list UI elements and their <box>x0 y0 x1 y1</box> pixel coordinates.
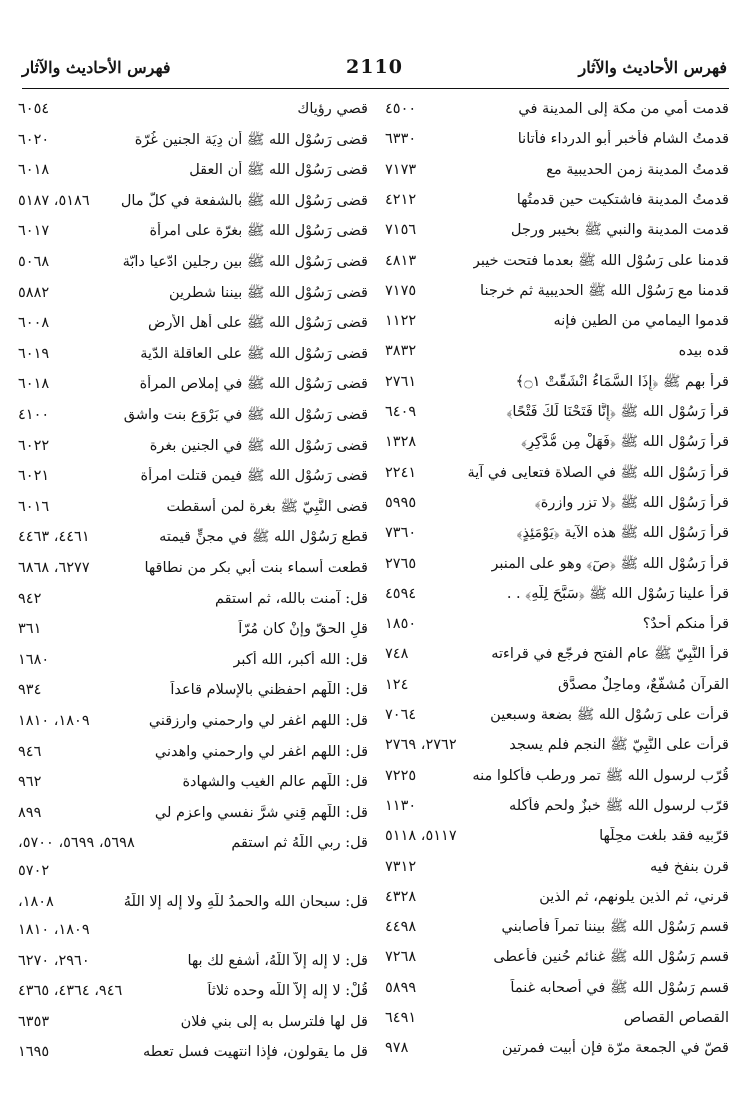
index-entry <box>18 590 368 621</box>
entry-refs: ٦٢٧٧، ٦٨٦٨ <box>18 560 90 576</box>
index-entry <box>18 437 368 468</box>
index-entry <box>385 221 729 251</box>
header-rule <box>22 88 729 89</box>
entry-refs: ٤١٠٠ <box>18 407 50 423</box>
entry-refs: ١٨٠٩، ١٨١٠ <box>18 713 90 729</box>
page-header <box>22 56 727 86</box>
entry-refs: ٩٤٦ <box>18 743 42 760</box>
entry-refs: ٦٣٥٣ <box>18 1013 50 1030</box>
index-entry <box>385 918 729 948</box>
entry-refs: ٦٣٣٠ <box>385 131 417 148</box>
index-entry <box>385 130 729 160</box>
entry-refs: ٩٤٢ <box>18 590 42 607</box>
entry-refs: ٧٤٨ <box>385 646 409 663</box>
index-entry <box>18 681 368 712</box>
entry-refs: ٤٥٠٠ <box>385 101 417 117</box>
entry-refs: ٦٠١٧ <box>18 223 50 240</box>
entry-text: قضى رَسُوْل الله ﷺ أن دِيَة الجنين غُرّة <box>134 131 368 148</box>
entry-refs: ٧١٧٣ <box>385 161 417 178</box>
entry-refs: ٤٤٦١، ٤٤٦٣ <box>18 529 90 546</box>
entry-text: قرّب لرسول الله ﷺ خبزٌ ولحم فأكله <box>509 797 729 814</box>
entry-refs: ٧١٥٦ <box>385 222 417 239</box>
entry-refs: ٥١٨٦، ٥١٨٧ <box>18 192 90 209</box>
entry-text: قل: ربي اللّهُ ثم استقم <box>231 835 368 852</box>
entry-text: قرأت على رَسُوْل الله ﷺ بضعة وسبعين <box>490 707 729 723</box>
index-entry <box>18 161 368 192</box>
entry-refs: ٩٦٢ <box>18 774 42 791</box>
index-entry <box>18 192 368 223</box>
entry-refs: ٤٤٩٨ <box>385 919 417 936</box>
entry-refs: ٤٢١٢ <box>385 191 417 208</box>
entry-refs: ٨٩٩ <box>18 804 42 821</box>
entry-refs: ٤٥٩٤ <box>385 585 417 602</box>
index-entry <box>18 559 368 590</box>
index-entry <box>18 651 368 682</box>
entry-refs: ٦٠١٩ <box>18 345 50 362</box>
entry-refs: ٧٣٦٠ <box>385 525 417 542</box>
entry-text: قدمتُ المدينة فاشتكيت حين قدمتُها <box>516 191 729 208</box>
index-entry <box>385 373 729 403</box>
index-entry <box>385 282 729 312</box>
entry-text: قدمت المدينة والنبي ﷺ بخيبر ورجل <box>510 222 729 239</box>
index-entry <box>18 375 368 406</box>
entry-text: قرّبيه فقد بلغت محِلَّها <box>599 828 729 845</box>
entry-text: قرني، ثم الذين يلونهم، ثم الذين <box>539 888 729 905</box>
entry-text: قطعت أسماء بنت أبي بكر من نطاقها <box>144 560 368 576</box>
index-entry <box>18 743 368 774</box>
entry-text: قدمتُ الشام فأُخبر أبو الدرداء فأتانا <box>517 131 729 148</box>
entry-refs: ٦٠٢١ <box>18 468 50 485</box>
entry-refs: ١١٢٢ <box>385 313 417 330</box>
entry-refs: ٩٤٦، ٤٣٦٤، ٤٣٦٥ <box>18 983 123 1000</box>
index-entry <box>385 645 729 675</box>
entry-refs: ٤٨١٣ <box>385 252 417 269</box>
entry-refs: ٦٠١٦ <box>18 498 50 515</box>
entry-text: قرأ بهم ﷺ ﴿إِذَا السَّمَاءُ انْشَقَّتْ ۝١﴾ <box>515 373 729 390</box>
index-entry <box>385 767 729 797</box>
index-entry <box>18 284 368 315</box>
entry-refs: ٢٧٦١ <box>385 373 417 390</box>
entry-refs: ٦٠٢٢ <box>18 437 50 454</box>
index-entry <box>385 252 729 282</box>
entry-text: قطع رَسُوْل الله ﷺ في مجنٍّ قيمته <box>159 529 368 546</box>
index-entry <box>18 528 368 559</box>
entry-refs: ١٢٤ <box>385 676 409 693</box>
entry-refs: ٧٣١٢ <box>385 858 417 875</box>
index-entry <box>18 131 368 162</box>
index-entry <box>385 979 729 1009</box>
index-entry <box>385 585 729 615</box>
entry-refs: ٢٧٦٥ <box>385 555 417 572</box>
entry-text: قده بيده <box>678 343 729 360</box>
entry-text: قرأ النَّبِيّ ﷺ عام الفتح فرجّع في قراءته <box>491 646 729 663</box>
entry-refs: ١٣٢٨ <box>385 434 417 451</box>
index-entry <box>385 524 729 554</box>
index-entry <box>385 1039 729 1069</box>
entry-refs: ٦٠٥٤ <box>18 101 50 117</box>
entry-refs: ٦٠٢٠ <box>18 131 50 148</box>
entry-text: قُلْ: لا إله إلاّ اللّه وحده ثلاثاً <box>207 983 368 1000</box>
entry-text: قرأ رَسُوْل الله ﷺ ﴿إِنَّا فَتَحْنَا لَكَ فَتْحًا﴾ <box>506 404 729 420</box>
entry-text: قصي رؤياك <box>297 101 368 117</box>
entry-text: قل: اللهم اغفر لي وارحمني وارزقني <box>148 713 368 729</box>
index-entry <box>18 893 368 952</box>
index-entry <box>385 494 729 524</box>
entry-text: قضى رَسُوْل الله ﷺ فيمن قتلت امرأة <box>140 468 368 485</box>
entry-text: قسم رَسُوْل الله ﷺ غنائم حُنين فأعطى <box>493 949 729 966</box>
entry-text: قدمتُ المدينة زمن الحديبية مع <box>546 161 729 178</box>
index-entry <box>18 773 368 804</box>
index-entry <box>18 467 368 498</box>
index-entry <box>18 498 368 529</box>
entry-text: قدموا اليمامي من الطين فإنه <box>553 313 729 330</box>
entry-refs: ٧١٧٥ <box>385 282 417 299</box>
entry-refs: ٢٩٦٠، ٦٢٧٠ <box>18 952 90 969</box>
entry-refs: ٥٩٩٥ <box>385 494 417 511</box>
entry-refs-continued: ١٨٠٩، ١٨١٠ <box>18 922 90 938</box>
entry-text: قدمت أمي من مكة إلى المدينة في <box>518 101 729 117</box>
entry-text: قرأ رَسُوْل الله ﷺ في الصلاة فتعايى في آية <box>467 464 729 481</box>
entry-text: قضى رَسُوْل الله ﷺ بين رجلين ادّعيا دابّة <box>122 254 368 270</box>
entry-refs: ٥٠٦٨ <box>18 254 50 270</box>
entry-refs: ١٦٨٠ <box>18 651 50 668</box>
index-entry <box>385 827 729 857</box>
entry-refs: ١١٣٠ <box>385 797 417 814</box>
entry-text: قل: آمنت بالله، ثم استقم <box>215 590 368 607</box>
index-entry <box>385 464 729 494</box>
index-entry <box>385 312 729 342</box>
entry-text: قل: سبحان الله والحمدُ للّهِ ولا إله إلا اللّهُ <box>123 894 368 910</box>
index-entry <box>385 676 729 706</box>
index-entry <box>385 342 729 372</box>
index-entry <box>18 222 368 253</box>
index-entry <box>18 834 368 893</box>
entry-refs: ٥١١٧، ٥١١٨ <box>385 828 457 845</box>
entry-text: قل: لا إله إلاّ اللّهُ، أشفع لك بها <box>187 952 368 969</box>
entry-text: قصّ في الجمعة مرّة فإن أبيت فمرتين <box>501 1040 729 1057</box>
index-entry <box>385 948 729 978</box>
index-entry <box>18 712 368 743</box>
entry-text: القرآن مُشفّعٌ، وماحِلٌ مصدَّق <box>557 676 729 693</box>
entry-refs: ٥٨٩٩ <box>385 979 417 996</box>
index-entry <box>18 406 368 437</box>
entry-text: قرن بنفخ فيه <box>650 858 729 875</box>
entry-text: قل: اللّهم عالم الغيب والشهادة <box>182 774 368 791</box>
entry-refs: ٦٠١٨ <box>18 162 50 179</box>
index-entry <box>18 1043 368 1074</box>
entry-text: قل: اللهم اغفر لي وارحمني واهدني <box>154 743 368 760</box>
entry-text: قضى رَسُوْل الله ﷺ بغرّة على امرأة <box>149 223 368 240</box>
index-entry <box>18 982 368 1013</box>
index-entry <box>18 314 368 345</box>
index-entry <box>18 952 368 983</box>
entry-text: قضى رَسُوْل الله ﷺ في بَرْوَع بنت واشق <box>123 407 368 423</box>
index-entry <box>18 620 368 651</box>
index-entry <box>385 433 729 463</box>
entry-text: قضى النَّبِيّ ﷺ بغرة لمن أسقطت <box>166 498 368 515</box>
entry-refs: ٤٣٢٨ <box>385 888 417 905</box>
entry-refs: ١٨٥٠ <box>385 616 417 633</box>
entry-refs: ٥٦٩٨، ٥٦٩٩، ٥٧٠٠، <box>18 835 135 852</box>
entry-text: قُرّب لرسول الله ﷺ تمر ورطب فأكلوا منه <box>472 767 729 784</box>
entry-text: قرأ منكم أحدٌ؟ <box>642 616 729 633</box>
entry-text: قرأت على النَّبِيّ ﷺ النجم فلم يسجد <box>509 737 729 754</box>
entry-text: قدمنا مع رَسُوْل الله ﷺ الحديبية ثم خرجنا <box>480 282 729 299</box>
entry-text: القصاص القصاص <box>623 1010 729 1026</box>
entry-text: قرأ علينا رَسُوْل الله ﷺ ﴿سَبَّحَ لِلَّهِ﴾ . . <box>506 585 729 602</box>
entry-refs: ٧٠٦٤ <box>385 707 417 723</box>
entry-text: قل: اللّهم قِني شرَّ نفسي واعزم لي <box>154 804 368 821</box>
entry-text: قل: الله أكبر، الله أكبر <box>233 651 368 668</box>
entry-text: قدمنا على رَسُوْل الله ﷺ بعدما فتحت خيبر <box>472 252 729 269</box>
index-entry <box>18 100 368 131</box>
index-entry <box>385 403 729 433</box>
entry-refs: ٢٧٦٢، ٢٧٦٩ <box>385 737 457 754</box>
index-entry <box>18 253 368 284</box>
entry-text: قضى رَسُوْل الله ﷺ في الجنين بغرة <box>149 437 368 454</box>
index-entry <box>385 555 729 585</box>
page-number: 2110 <box>346 56 403 78</box>
entry-refs: ٦٤٠٩ <box>385 404 417 420</box>
running-title-left: فهرس الأحاديث والآثار <box>22 58 171 77</box>
index-entry <box>385 858 729 888</box>
entry-text: قرأ رَسُوْل الله ﷺ ﴿لا تزر وازرة﴾ <box>534 494 729 511</box>
entry-text: قضى رَسُوْل الله ﷺ على العاقلة الدّية <box>140 345 368 362</box>
entry-text: قضى رَسُوْل الله ﷺ بيننا شطرين <box>168 284 368 301</box>
entry-refs: ٧٢٦٨ <box>385 949 417 966</box>
entry-refs: ٦٤٩١ <box>385 1010 417 1026</box>
entry-refs: ٩٣٤ <box>18 682 42 699</box>
index-entry <box>18 804 368 835</box>
index-entry <box>385 736 729 766</box>
entry-text: قسم رَسُوْل الله ﷺ بيننا تمراً فأصابني <box>501 919 729 936</box>
entry-refs: ٥٨٨٢ <box>18 284 50 301</box>
index-entry <box>385 615 729 645</box>
entry-text: قضى رَسُوْل الله ﷺ بالشفعة في كلّ مال <box>120 192 368 209</box>
entry-refs: ١٦٩٥ <box>18 1044 50 1061</box>
entry-refs: ٣٦١ <box>18 621 42 638</box>
entry-text: قرأ رَسُوْل الله ﷺ هذه الآية ﴿يَوْمَئِذٍ﴾ <box>516 525 729 542</box>
entry-refs: ٩٧٨ <box>385 1040 409 1057</box>
index-entry <box>385 797 729 827</box>
entry-text: قرأ رَسُوْل الله ﷺ ﴿فَهَلْ مِن مُّدَّكِرٍ﴾ <box>521 434 729 451</box>
entry-refs: ٦٠٠٨ <box>18 315 50 332</box>
entry-text: قل: اللّهم احفظني بالإسلام قاعداً <box>170 682 368 699</box>
entry-text: قضى رَسُوْل الله ﷺ على أهل الأرض <box>148 315 368 332</box>
index-entry <box>385 706 729 736</box>
entry-text: قلِ الحقّ وإنْ كان مُرّاً <box>238 621 368 638</box>
entry-refs: ٦٠١٨ <box>18 376 50 393</box>
entry-text: قرأ رَسُوْل الله ﷺ ﴿صٓ﴾ وهو على المنبر <box>491 555 729 572</box>
index-entry <box>18 1013 368 1044</box>
entry-text: قل لها فلترسل به إلى بني فلان <box>180 1013 368 1030</box>
entry-refs: ٣٨٣٢ <box>385 343 417 360</box>
running-title-right: فهرس الأحاديث والآثار <box>578 58 727 77</box>
entry-refs: ٢٢٤١ <box>385 464 417 481</box>
entry-refs-continued: ٥٧٠٢ <box>18 863 50 880</box>
index-entry <box>385 100 729 130</box>
index-entry <box>385 161 729 191</box>
entry-text: قضى رَسُوْل الله ﷺ في إملاص المرأة <box>139 376 368 393</box>
entry-refs: ١٨٠٨، <box>18 894 54 910</box>
entry-text: قسم رَسُوْل الله ﷺ في أصحابه غنماً <box>510 979 729 996</box>
index-entry <box>18 345 368 376</box>
entry-text: قضى رَسُوْل الله ﷺ أن العقل <box>189 162 368 179</box>
index-entry <box>385 191 729 221</box>
index-entry <box>385 888 729 918</box>
entry-refs: ٧٢٢٥ <box>385 767 417 784</box>
index-entry <box>385 1009 729 1039</box>
entry-text: قل ما يقولون، فإذا انتهيت فسل تعطه <box>143 1044 368 1061</box>
